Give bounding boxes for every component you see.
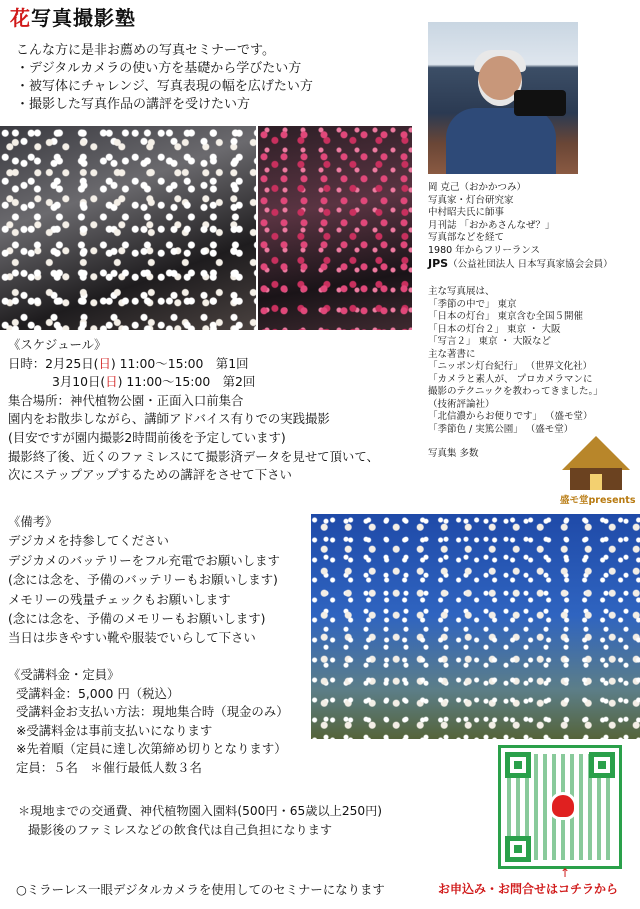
fees-line: ※先着順（定員に達し次第締め切りとなります） — [16, 741, 287, 757]
profile-line: 月刊誌 「おかあさんなぜ？」 — [428, 219, 555, 231]
jps-abbr: JPS — [428, 256, 449, 270]
fees-line: 受講料金お支払い方法：現地集合時（現金のみ） — [16, 704, 289, 720]
page-title — [10, 2, 136, 31]
extra-line: 撮影後のファミレスなどの飲食代は自己負担になります — [28, 823, 333, 837]
plum-sky-photo — [311, 514, 640, 739]
tulip-icon — [549, 792, 577, 820]
profile-line: 中村昭夫氏に師事 — [428, 207, 505, 219]
intro-block — [16, 42, 313, 114]
schedule-line: 次にステップアップするための講評をさせて下さい — [8, 467, 292, 483]
arrow-up-icon: ↑ — [560, 866, 571, 880]
white-plum-photo — [0, 126, 256, 330]
exhibition-line: （技術評論社） — [428, 398, 495, 410]
schedule-block — [8, 336, 379, 485]
exhibition-line: 「季節色 / 実篤公園」 （盛モ堂） — [428, 423, 574, 435]
profile-jps — [428, 258, 633, 272]
title-text: 写真撮影塾 — [31, 6, 136, 30]
exhibition-line: 「北信濃からお便りです」 （盛モ堂） — [428, 411, 593, 422]
photobook-line: 写真集 多数 — [428, 448, 479, 459]
camera-icon — [514, 90, 566, 116]
pink-plum-photo — [258, 126, 412, 330]
sunday-mark: 日 — [105, 374, 118, 390]
jps-full: （公益社団法人 日本写真家協会会員） — [448, 258, 613, 270]
intro-line: ・被写体にチャレンジ、写真表現の幅を広げたい方 — [16, 79, 313, 94]
profile-line: 写真部などを経て — [428, 232, 505, 244]
intro-line: ・撮影した写真作品の講評を受けたい方 — [16, 97, 251, 112]
camera-note: ○ミラーレス一眼デジタルカメラを使用してのセミナーになります — [16, 882, 385, 897]
photographer-portrait — [428, 22, 578, 174]
sunday-mark: 日 — [98, 355, 111, 371]
profile-line: 写真家・灯台研究家 — [428, 194, 514, 206]
fees-line: 受講料金：5,000 円（税込） — [16, 685, 180, 701]
extra-line: ＊現地までの交通費、神代植物園入園料(500円・65歳以上250円) — [18, 804, 383, 818]
schedule-line: (目安ですが園内撮影2時間前後を予定しています) — [8, 429, 286, 445]
schedule-line: 集合場所：神代植物公園・正面入口前集合 — [8, 392, 244, 408]
schedule-heading: 《スケジュール》 — [8, 337, 107, 352]
profile-name: 岡 克己（おかかつみ） — [428, 182, 527, 193]
notes-line: デジカメを持参してください — [8, 533, 169, 549]
qr-code[interactable] — [498, 745, 622, 869]
extra-costs-block — [18, 802, 382, 840]
house-logo — [560, 430, 636, 510]
qr-finder — [505, 752, 531, 778]
profile-block — [428, 182, 633, 271]
notes-line: (念には念を、予備のバッテリーもお願いします) — [8, 572, 278, 588]
exhibition-line: 主な著書に — [428, 348, 476, 360]
schedule-date-2: 3月10日(日) 11:00～15:00 第2回 — [52, 374, 256, 390]
intro-line: こんな方に是非お薦めの写真セミナーです。 — [16, 43, 275, 58]
notes-line: デジカメのバッテリーをフル充電でお願いします — [8, 552, 280, 568]
qr-finder — [505, 836, 531, 862]
exhibition-line: 「日本の灯台」 東京含む全国５開催 — [428, 311, 584, 322]
intro-line: ・デジタルカメラの使い方を基礎から学びたい方 — [16, 61, 302, 76]
notes-line: メモリーの残量チェックもお願いします — [8, 591, 231, 607]
exhibition-line: 「日本の灯台２」 東京 ・ 大阪 — [428, 323, 561, 335]
schedule-line: 園内をお散歩しながら、講師アドバイス有りでの実践撮影 — [8, 411, 330, 427]
exhibition-line: 「ニッポン灯台紀行」 （世界文化社） — [428, 361, 593, 372]
notes-heading: 《備考》 — [8, 514, 58, 529]
exhibition-line: 主な写真展は、 — [428, 286, 495, 297]
notes-line: (念には念を、予備のメモリーもお願いします) — [8, 611, 266, 627]
exhibition-line: 「カメラと素人が、 プロカメラマンに — [428, 373, 593, 385]
exhibition-line: 撮影のテクニックを教わってきました。」 — [428, 386, 603, 397]
qr-finder — [589, 752, 615, 778]
title-flower-char: 花 — [10, 6, 31, 30]
fees-line: 定員：５名 ＊催行最低人数３名 — [16, 759, 202, 775]
profile-line: 1980 年からフリーランス — [428, 244, 541, 256]
presents-label: 盛モ堂presents — [560, 495, 636, 506]
exhibition-line: 「季節の中で」 東京 — [428, 298, 517, 310]
notes-line: 当日は歩きやすい靴や服装でいらして下さい — [8, 630, 256, 646]
notes-block — [8, 512, 280, 648]
contact-link[interactable]: お申込み・お問合せはコチラから — [438, 882, 619, 896]
fees-line: ※受講料金は事前支払いになります — [16, 722, 213, 738]
exhibition-line: 「写言２」 東京 ・ 大阪など — [428, 336, 552, 347]
schedule-date-1: 日時：2月25日(日) 11:00～15:00 第1回 — [8, 355, 249, 371]
fees-block — [8, 666, 289, 778]
fees-heading: 《受講料金・定員》 — [8, 667, 120, 682]
schedule-line: 撮影終了後、近くのファミレスにて撮影済データを見せて頂いて、 — [8, 448, 379, 464]
